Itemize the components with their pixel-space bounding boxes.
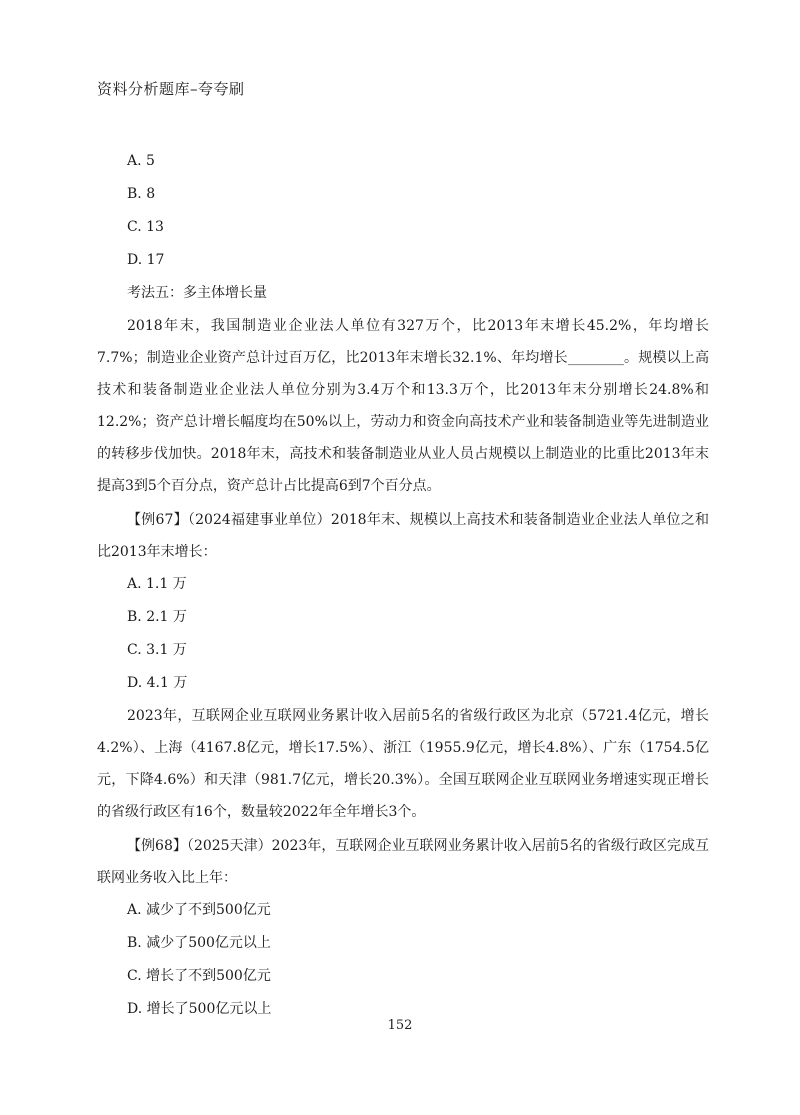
q67-option-a: A. 1.1 万 [127, 576, 187, 592]
q67-option-c: C. 3.1 万 [127, 642, 187, 658]
q67-option-d: D. 4.1 万 [127, 675, 188, 691]
q68-option-a: A. 减少了不到500亿元 [127, 902, 271, 918]
q66-option-b: B. 8 [127, 186, 156, 202]
q68-option-d: D. 增长了500亿元以上 [127, 1001, 272, 1017]
question-67-stem: 【例67】（2024福建事业单位）2018年末、规模以上高技术和装备制造业企业法人单位之和比2013年末增长： [97, 512, 709, 560]
q68-option-b: B. 减少了500亿元以上 [127, 935, 271, 951]
q67-option-b: B. 2.1 万 [127, 609, 187, 625]
page-number: 152 [387, 1018, 413, 1033]
material-paragraph-2: 2023年，互联网企业互联网业务累计收入居前5名的省级行政区为北京（5721.4亿元，增长4.2%）、上海（4167.8亿元，增长17.5%）、浙江（1955.9亿元，增长4.8%）、广东（1754.5亿元，下降4.6%）和天津（981.7亿元，增长20.3%）。全国互联网企业互联网业务增速实现正增长的省级行政区有16个，数量较2022年全年增长3个。 [97, 708, 709, 820]
page-content [97, 145, 709, 1026]
material-paragraph-1: 2018年末，我国制造业企业法人单位有327万个，比2013年末增长45.2%，年均增长7.7%；制造业企业资产总计过百万亿，比2013年末增长32.1%、年均增长________。规模以上高技术和装备制造业企业法人单位分别为3.4万个和13.3万个，比2013年末分别增长24.8%和12.2%；资产总计增长幅度均在50%以上，劳动力和资金向高技术产业和装备制造业等先进制造业的转移步伐加快。2018年末，高技术和装备制造业从业人员占规模以上制造业的比重比2013年末提高3到5个百分点，资产总计占比提高6到7个百分点。 [97, 318, 709, 494]
document-header: 资料分析题库–夸夸刷 [97, 80, 245, 98]
question-68-stem: 【例68】（2025天津）2023年，互联网企业互联网业务累计收入居前5名的省级行政区完成互联网业务收入比上年： [97, 838, 709, 886]
q66-option-c: C. 13 [127, 219, 164, 235]
q68-option-c: C. 增长了不到500亿元 [127, 968, 271, 984]
q66-option-d: D. 17 [127, 252, 165, 268]
section-heading: 考法五：多主体增长量 [127, 285, 267, 301]
q66-option-a: A. 5 [127, 153, 155, 169]
